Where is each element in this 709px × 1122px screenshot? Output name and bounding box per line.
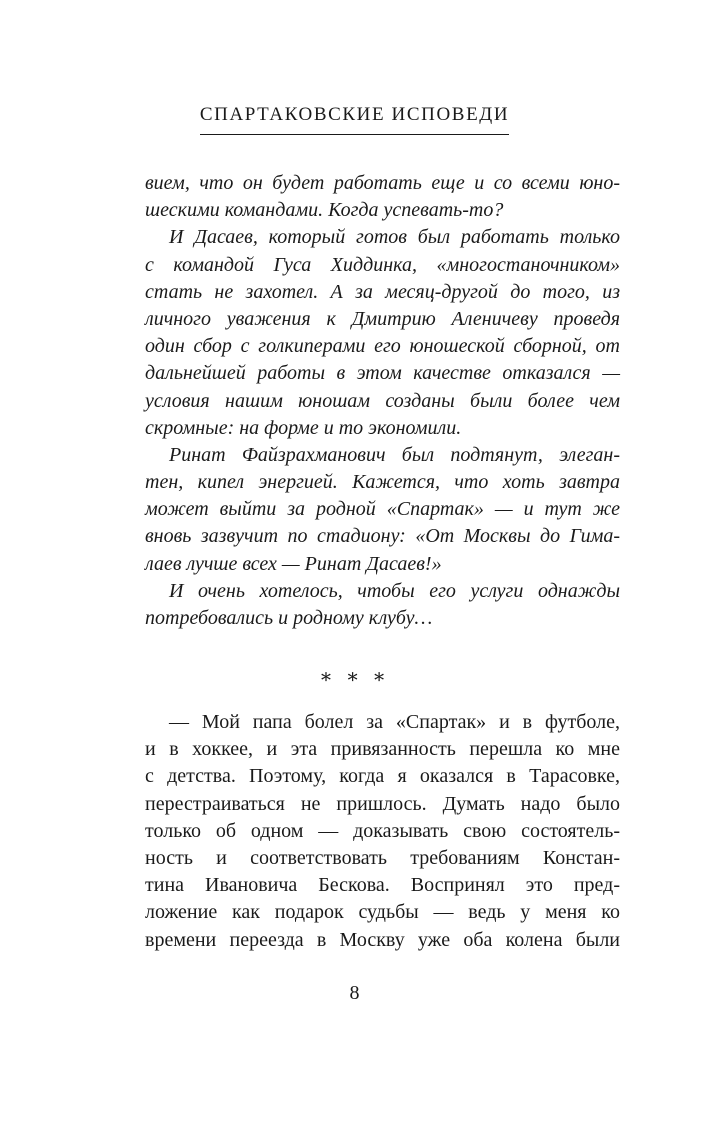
text-line: шескими командами. Когда успевать-то? — [145, 199, 504, 222]
text-line: с командой Гуса Хиддинка, «многостаночником» — [145, 253, 620, 276]
text-line: с детства. Поэтому, когда я оказался в Тарасовке, — [145, 765, 620, 788]
running-header — [0, 104, 709, 135]
text-line: ность и соответствовать требованиям Констан- — [145, 846, 620, 869]
text-line: И Дасаев, который готов был работать только — [169, 226, 620, 249]
text-line: — Мой папа болел за «Спартак» и в футболе, — [169, 711, 620, 733]
text-line: стать не захотел. А за месяц-другой до того, из — [145, 280, 620, 303]
text-line: условия нашим юношам созданы были более чем — [145, 389, 620, 412]
text-line: личного уважения к Дмитрию Аленичеву проведя — [145, 307, 620, 330]
text-line: только об одном — доказывать свою состоятель- — [145, 819, 620, 842]
text-line: ложение как подарок судьбы — ведь у меня ко — [145, 901, 620, 924]
section-separator: ∗ ∗ ∗ — [319, 666, 390, 688]
text-line: перестраиваться не пришлось. Думать надо было — [145, 792, 620, 815]
italic-text-block — [145, 170, 620, 632]
text-line: потребовались и родному клубу… — [145, 607, 433, 629]
text-line: один сбор с голкиперами его юношеской сборной, от — [145, 335, 620, 358]
text-line: времени переезда в Москву уже оба колена были — [145, 928, 620, 951]
text-line: Ринат Файзрахманович был подтянут, элеган- — [169, 443, 620, 466]
text-line: и в хоккее, и эта привязанность перешла ко мне — [145, 738, 620, 761]
text-line: И очень хотелось, чтобы его услуги однажды — [169, 579, 620, 602]
text-line: может выйти за родной «Спартак» — и тут же — [145, 498, 620, 521]
text-line: дальнейшей работы в этом качестве отказался — — [145, 362, 620, 385]
text-line: тина Ивановича Бескова. Воспринял это пред- — [145, 874, 620, 897]
text-line: вием, что он будет работать еще и со всеми юно- — [145, 172, 620, 194]
text-line: тен, кипел энергией. Кажется, что хоть завтра — [145, 471, 620, 494]
regular-text-block — [145, 709, 620, 954]
text-line: лаев лучше всех — Ринат Дасаев!» — [145, 552, 442, 575]
text-line: скромные: на форме и то экономили. — [145, 416, 462, 439]
text-line: вновь зазвучит по стадиону: «От Москвы до Гима- — [145, 525, 620, 548]
book-title: СПАРТАКОВСКИЕ ИСПОВЕДИ — [200, 104, 509, 135]
page-number: 8 — [349, 982, 360, 1004]
